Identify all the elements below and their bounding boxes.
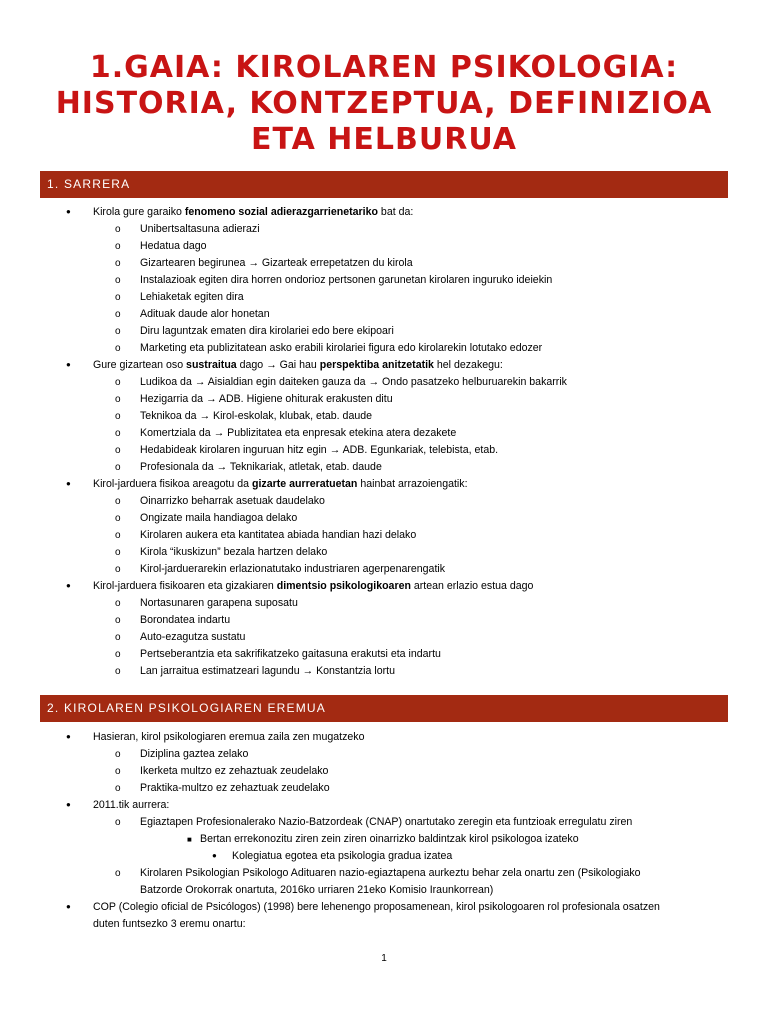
list-item: o Hezigarria da → ADB. Higiene ohiturak erakusten ditu	[0, 391, 768, 408]
circle-bullet-icon: o	[115, 598, 121, 609]
circle-bullet-icon: o	[115, 632, 121, 643]
circle-bullet-icon: o	[115, 445, 121, 456]
circle-bullet-icon: o	[115, 343, 121, 354]
list-item-continuation: duten funtsezko 3 eremu onartu:	[93, 918, 246, 930]
bullet-icon: ●	[66, 360, 71, 369]
list-item: o Diziplina gaztea zelako	[0, 746, 768, 763]
circle-bullet-icon: o	[115, 411, 121, 422]
circle-bullet-icon: o	[115, 292, 121, 303]
circle-bullet-icon: o	[115, 241, 121, 252]
list-item: o Kirolaren aukera eta kantitatea abiada handian hazi delako	[0, 527, 768, 544]
circle-bullet-icon: o	[115, 258, 121, 269]
circle-bullet-icon: o	[115, 749, 121, 760]
list-item-continuation: Batzorde Orokorrak onartuta, 2016ko urriaren 21eko Komisio Iraunkorrean)	[140, 884, 494, 896]
circle-bullet-icon: o	[115, 462, 121, 473]
list-item: o Borondatea indartu	[0, 612, 768, 629]
list-item: o Lehiaketak egiten dira	[0, 289, 768, 306]
bullet-icon: ●	[212, 851, 217, 860]
title-line-1: 1.GAIA: KIROLAREN PSIKOLOGIA:	[89, 50, 679, 85]
circle-bullet-icon: o	[115, 564, 121, 575]
list-item: o Ikerketa multzo ez zehaztuak zeudelako	[0, 763, 768, 780]
circle-bullet-icon: o	[115, 377, 121, 388]
circle-bullet-icon: o	[115, 428, 121, 439]
bullet-icon: ●	[66, 207, 71, 216]
circle-bullet-icon: o	[115, 868, 121, 879]
list-item: o Komertziala da → Publizitatea eta enpresak etekina atera dezakete	[0, 425, 768, 442]
section-1-list	[0, 204, 768, 680]
list-item: ● Kolegiatua egotea eta psikologia gradua izatea	[0, 848, 768, 865]
list-item: o Teknikoa da → Kirol-eskolak, klubak, etab. daude	[0, 408, 768, 425]
list-item: ● COP (Colegio oficial de Psicólogos) (1998) bere lehenengo proposamenean, kirol psikologoaren rol profesionala osatzen	[0, 899, 768, 916]
list-item: o Lan jarraitua estimatzeari lagundu → Konstantzia lortu	[0, 663, 768, 680]
list-item: ● Hasieran, kirol psikologiaren eremua zaila zen mugatzeko	[0, 729, 768, 746]
circle-bullet-icon: o	[115, 309, 121, 320]
title-line-2: HISTORIA, KONTZEPTUA, DEFINIZIOA	[55, 86, 713, 121]
list-item: ● Kirol-jarduera fisikoa areagotu da gizarte aurreratuetan hainbat arrazoiengatik:	[0, 476, 768, 493]
circle-bullet-icon: o	[115, 394, 121, 405]
list-item: o Auto-ezagutza sustatu	[0, 629, 768, 646]
circle-bullet-icon: o	[115, 275, 121, 286]
section-2-list	[0, 729, 768, 933]
circle-bullet-icon: o	[115, 649, 121, 660]
circle-bullet-icon: o	[115, 615, 121, 626]
circle-bullet-icon: o	[115, 817, 121, 828]
bullet-icon: ●	[66, 479, 71, 488]
circle-bullet-icon: o	[115, 496, 121, 507]
section-heading-eremua: 2. KIROLAREN PSIKOLOGIAREN EREMUA	[40, 695, 728, 722]
document-title	[40, 50, 728, 158]
list-item: o Oinarrizko beharrak asetuak daudelako	[0, 493, 768, 510]
list-item: o Gizartearen begirunea → Gizarteak errepetatzen du kirola	[0, 255, 768, 272]
list-item: o Ludikoa da → Aisialdian egin daiteken gauza da → Ondo pasatzeko helburuarekin bakarrik	[0, 374, 768, 391]
circle-bullet-icon: o	[115, 530, 121, 541]
circle-bullet-icon: o	[115, 666, 121, 677]
list-item: o Adituak daude alor honetan	[0, 306, 768, 323]
list-item: o Instalazioak egiten dira horren ondorioz pertsonen garunetan kirolaren inguruko ideiekin	[0, 272, 768, 289]
list-item: ● 2011.tik aurrera:	[0, 797, 768, 814]
list-item: o Unibertsaltasuna adierazi	[0, 221, 768, 238]
list-item: ● Kirol-jarduera fisikoaren eta gizakiaren dimentsio psikologikoaren artean erlazio estua dago	[0, 578, 768, 595]
bullet-icon: ●	[66, 800, 71, 809]
circle-bullet-icon: o	[115, 513, 121, 524]
list-item: o Profesionala da → Teknikariak, atletak, etab. daude	[0, 459, 768, 476]
circle-bullet-icon: o	[115, 224, 121, 235]
bullet-icon: ●	[66, 581, 71, 590]
list-item: ● Kirola gure garaiko fenomeno sozial adierazgarrienetariko bat da:	[0, 204, 768, 221]
list-item: o Ongizate maila handiagoa delako	[0, 510, 768, 527]
circle-bullet-icon: o	[115, 326, 121, 337]
title-line-3: ETA HELBURUA	[251, 122, 517, 157]
section-heading-sarrera: 1. SARRERA	[40, 171, 728, 198]
square-bullet-icon: ■	[187, 835, 192, 844]
circle-bullet-icon: o	[115, 783, 121, 794]
bullet-icon: ●	[66, 902, 71, 911]
list-item: o Marketing eta publizitatean asko erabili kirolariei figura edo kirolarekin lotutako edozer	[0, 340, 768, 357]
list-item: o Diru laguntzak ematen dira kirolariei edo bere ekipoari	[0, 323, 768, 340]
list-item: o Hedabideak kirolaren inguruan hitz egin → ADB. Egunkariak, telebista, etab.	[0, 442, 768, 459]
list-item: o Egiaztapen Profesionalerako Nazio-Batzordeak (CNAP) onartutako zeregin eta funtzioak erregulatu ziren	[0, 814, 768, 831]
list-item: o Nortasunaren garapena suposatu	[0, 595, 768, 612]
list-item: o Praktika-multzo ez zehaztuak zeudelako	[0, 780, 768, 797]
circle-bullet-icon: o	[115, 766, 121, 777]
list-item: ● Gure gizartean oso sustraitua dago → Gai hau perspektiba anitzetatik hel dezakegu:	[0, 357, 768, 374]
list-item: ■ Bertan errekonozitu ziren zein ziren oinarrizko baldintzak kirol psikologoa izateko	[0, 831, 768, 848]
list-item: o Kirolaren Psikologian Psikologo Adituaren nazio-egiaztapena aurkeztu behar zela onartu zen (Psikologiako	[0, 865, 768, 882]
list-item: o Hedatua dago	[0, 238, 768, 255]
bullet-icon: ●	[66, 732, 71, 741]
list-item: o Kirola “ikuskizun” bezala hartzen delako	[0, 544, 768, 561]
page-number: 1	[381, 953, 387, 964]
list-item: o Pertseberantzia eta sakrifikatzeko gaitasuna erakutsi eta indartu	[0, 646, 768, 663]
list-item: o Kirol-jarduerarekin erlazionatutako industriaren agerpenarengatik	[0, 561, 768, 578]
circle-bullet-icon: o	[115, 547, 121, 558]
